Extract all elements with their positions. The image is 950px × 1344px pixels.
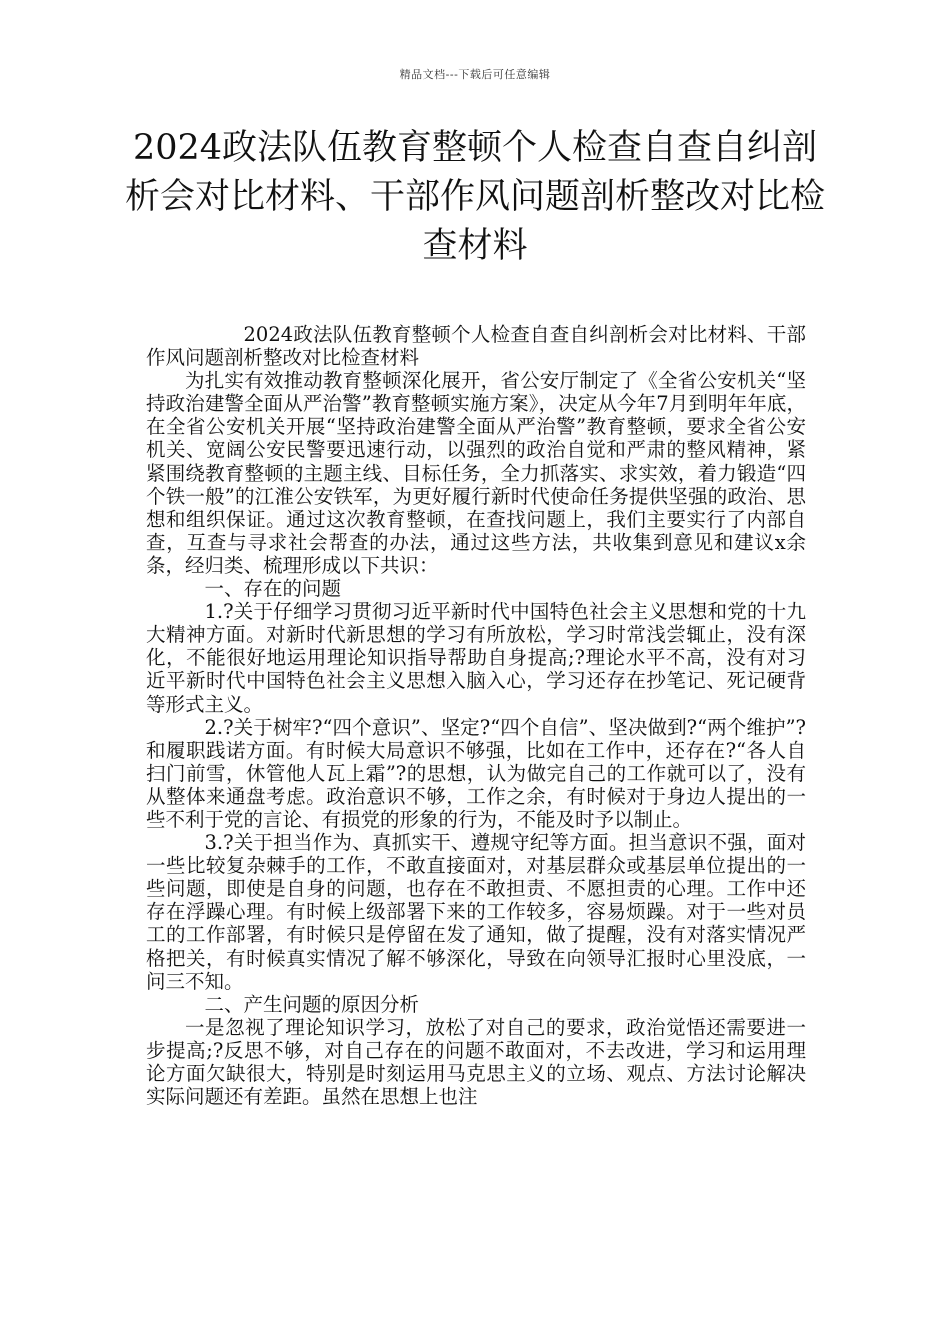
section-heading: 一、存在的问题 <box>204 577 342 601</box>
document-body <box>146 323 806 1108</box>
list-item: 2.?关于树牢?“四个意识”、坚定?“四个自信”、坚决做到?“两个维护”?和履职践诺方面。有时候大局意识不够强，比如在工作中，还存在?“各人自扫门前雪，休管他人瓦上霜”?的思想，认为做完自己的工作就可以了，没有从整体来通盘考虑。政治意识不够，工作之余，有时候对于身边人提出的一些不利于党的言论、有损党的形象的行为，不能及时予以制止。 <box>146 715 806 831</box>
body-paragraph: 一是忽视了理论知识学习，放松了对自己的要求，政治觉悟还需要进一步提高;?反思不够，对自己存在的问题不敢面对，不去改进，学习和运用理论方面欠缺很大，特别是时刻运用马克思主义的立场、观点、方法讨论解决实际问题还有差距。虽然在思想上也注 <box>146 1015 806 1109</box>
body-paragraph: 为扎实有效推动教育整顿深化展开，省公安厅制定了《全省公安机关“坚持政治建警全面从严治警”教育整顿实施方案》，决定从今年7月到明年年底，在全省公安机关开展“坚持政治建警全面从严治警”教育整顿，要求全省公安机关、宽阔公安民警要迅速行动，以强烈的政治自觉和严肃的整风精神，紧紧围绕教育整顿的主题主线、目标任务，全力抓落实、求实效，着力锻造“四个铁一般”的江淮公安铁军，为更好履行新时代使命任务提供坚强的政治、思想和组织保证。通过这次教育整顿，在查找问题上，我们主要实行了内部自查，互查与寻求社会帮查的办法，通过这些方法，共收集到意见和建议x余条，经归类、梳理形成以下共识： <box>146 369 806 577</box>
document-title: 2024政法队伍教育整顿个人检查自查自纠剖析会对比材料、干部作风问题剖析整改对比检查材料 <box>124 128 825 266</box>
list-item: 3.?关于担当作为、真抓实干、遵规守纪等方面。担当意识不强，面对一些比较复杂棘手的工作，不敢直接面对，对基层群众或基层单位提出的一些问题，即使是自身的问题，也存在不敢担责、不愿担责的心理。工作中还存在浮躁心理。有时候上级部署下来的工作较多，容易烦躁。对于一些对员工的工作部署，有时候只是停留在发了通知，做了提醒，没有对落实情况严格把关，有时候真实情况了解不够深化，导致在向领导汇报时心里没底，一问三不知。 <box>146 831 806 993</box>
intro-title-paragraph: 2024政法队伍教育整顿个人检查自查自纠剖析会对比材料、干部作风问题剖析整改对比检查材料 <box>146 323 806 370</box>
list-item: 1.?关于仔细学习贯彻习近平新时代中国特色社会主义思想和党的十九大精神方面。对新时代新思想的学习有所放松，学习时常浅尝辄止，没有深化，不能很好地运用理论知识指导帮助自身提高;?理论水平不高，没有对习近平新时代中国特色社会主义思想入脑入心，学习还存在抄笔记、死记硬背等形式主义。 <box>146 600 806 716</box>
section-heading: 二、产生问题的原因分析 <box>204 992 420 1016</box>
header-note: 精品文档---下载后可任意编辑 <box>399 68 551 81</box>
